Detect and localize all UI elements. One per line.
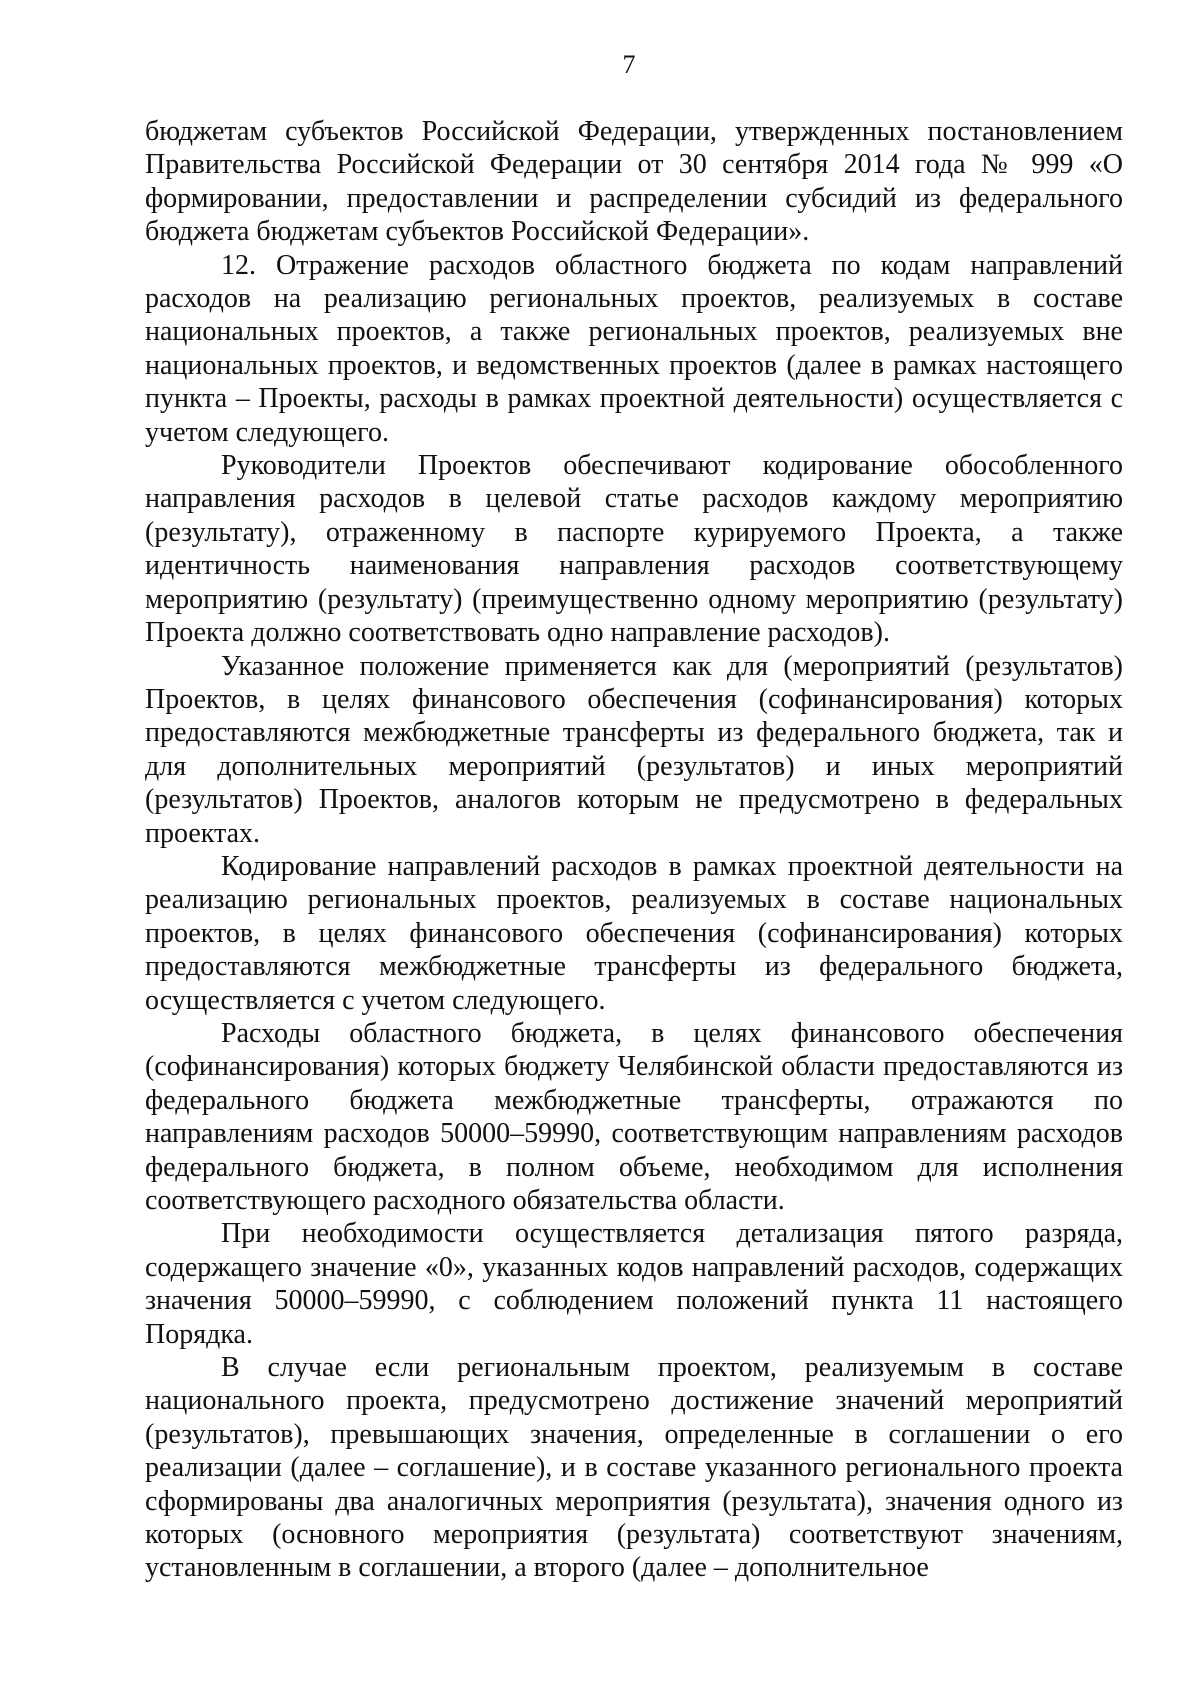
paragraph-detailing: При необходимости осуществляется детализация пятого разряда, содержащего значение «0», указанных кодов направлений расходов, содержащих значения 50000–59990, с соблюдением положений пункта 11 настоящего Порядка. [145, 1218, 1123, 1350]
document-body [145, 115, 1123, 1585]
paragraph-regional-expenses: Расходы областного бюджета, в целях финансового обеспечения (софинансирования) которых бюджету Челябинской области предоставляются из федерального бюджета межбюджетные трансферты, отражаются по направлениям расходов 50000–59990, соответствующим направлениям расходов федерального бюджета, в полном объеме, необходимом для исполнения соответствующего расходного обязательства области. [145, 1017, 1123, 1216]
paragraph-provision-applies: Указанное положение применяется как для (мероприятий (результатов) Проектов, в целях финансового обеспечения (софинансирования) которых предоставляются межбюджетные трансферты из федерального бюджета, так и для дополнительных мероприятий (результатов) и иных мероприятий (результатов) Проектов, аналогов которым не предусмотрено в федеральных проектах. [145, 650, 1123, 849]
paragraph-coding-directions: Кодирование направлений расходов в рамках проектной деятельности на реализацию региональных проектов, реализуемых в составе национальных проектов, в целях финансового обеспечения (софинансирования) которых предоставляются межбюджетные трансферты из федерального бюджета, осуществляется с учетом следующего. [145, 850, 1123, 1016]
paragraph-item-12: 12. Отражение расходов областного бюджета по кодам направлений расходов на реализацию региональных проектов, реализуемых в составе национальных проектов, а также региональных проектов, реализуемых вне национальных проектов, и ведомственных проектов (далее в рамках настоящего пункта – Проекты, расходы в рамках проектной деятельности) осуществляется с учетом следующего. [145, 249, 1123, 448]
page-number: 7 [622, 50, 636, 79]
paragraph-regional-project-case: В случае если региональным проектом, реализуемым в составе национального проекта, предусмотрено достижение значений мероприятий (результатов), превышающих значения, определенные в соглашении о его реализации (далее – соглашение), и в составе указанного регионального проекта сформированы два аналогичных мероприятия (результата), значения одного из которых (основного мероприятия (результата) соответствуют значениям, установленным в соглашении, а второго (далее – дополнительное [145, 1352, 1123, 1584]
paragraph-continuation: бюджетам субъектов Российской Федерации, утвержденных постановлением Правительства Российской Федерации от 30 сентября 2014 года № 999 «О формировании, предоставлении и распределении субсидий из федерального бюджета бюджетам субъектов Российской Федерации». [145, 116, 1123, 248]
paragraph-project-leaders: Руководители Проектов обеспечивают кодирование обособленного направления расходов в целевой статье расходов каждому мероприятию (результату), отраженному в паспорте курируемого Проекта, а также идентичность наименования направления расходов соответствующему мероприятию (результату) (преимущественно одному мероприятию (результату) Проекта должно соответствовать одно направление расходов). [145, 450, 1123, 649]
